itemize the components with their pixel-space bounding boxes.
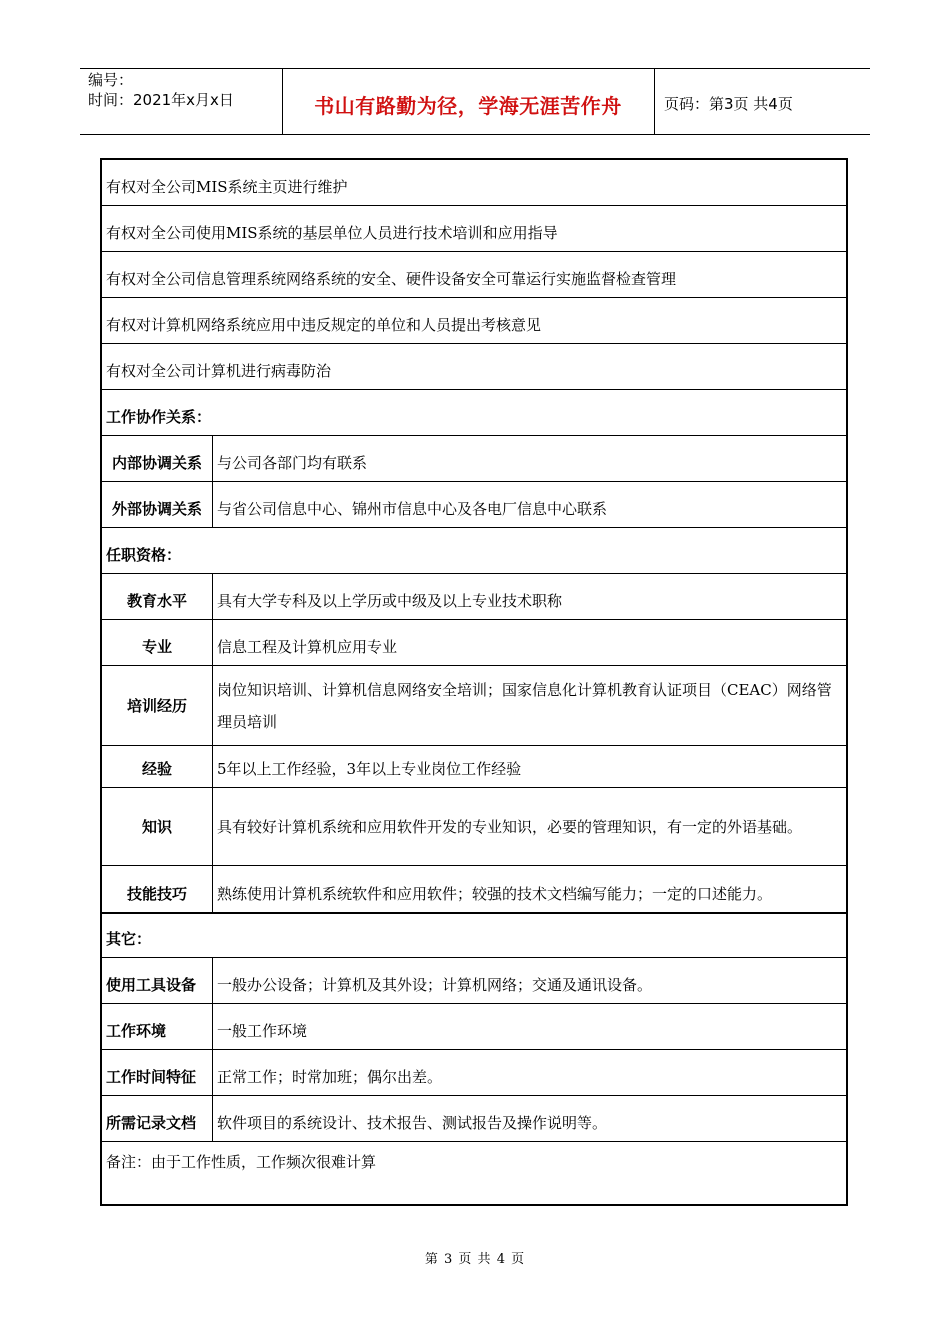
- table-row: [102, 1142, 846, 1204]
- section-header-row: [102, 390, 846, 436]
- row-value: 一般工作环境: [212, 1004, 846, 1049]
- doc-code: 编号：: [88, 71, 134, 89]
- table-row: [102, 574, 846, 620]
- table-row: [102, 866, 846, 914]
- page-info: 页码：第3页 共4页: [664, 95, 793, 113]
- row-label: 知识: [141, 817, 172, 836]
- header-divider: [282, 68, 283, 134]
- row-label: 所需记录文档: [106, 1114, 197, 1132]
- authority-item: 有权对全公司使用MIS系统的基层单位人员进行技术培训和应用指导: [106, 224, 558, 242]
- row-value: 与省公司信息中心、锦州市信息中心及各电厂信息中心联系: [212, 482, 846, 527]
- table-row: [102, 1004, 846, 1050]
- table-row: [102, 666, 846, 746]
- section-header-row: [102, 528, 846, 574]
- table-row: [102, 160, 846, 206]
- header-meta: [88, 70, 280, 110]
- authority-item: 有权对计算机网络系统应用中违反规定的单位和人员提出考核意见: [106, 316, 542, 334]
- row-label: 技能技巧: [126, 885, 187, 903]
- row-label: 内部协调关系: [111, 454, 202, 472]
- job-description-table: [100, 158, 848, 1206]
- row-value: 正常工作；时常加班；偶尔出差。: [212, 1050, 846, 1095]
- table-row: [102, 620, 846, 666]
- cooperation-title: 工作协作关系：: [106, 408, 212, 426]
- table-row: [102, 252, 846, 298]
- row-value: 具有较好计算机系统和应用软件开发的专业知识，必要的管理知识，有一定的外语基础。: [212, 788, 846, 865]
- table-row: [102, 206, 846, 252]
- row-value: 信息工程及计算机应用专业: [212, 620, 846, 665]
- row-label: 专业: [141, 638, 172, 656]
- table-row: [102, 298, 846, 344]
- row-label: 外部协调关系: [111, 500, 202, 518]
- row-label: 工作环境: [106, 1022, 167, 1040]
- authority-item: 有权对全公司计算机进行病毒防治: [106, 362, 332, 380]
- qualification-title: 任职资格：: [106, 546, 182, 564]
- row-value: 与公司各部门均有联系: [212, 436, 846, 481]
- header-motto: 书山有路勤为径，学海无涯苦作舟: [314, 94, 622, 118]
- authority-item: 有权对全公司信息管理系统网络系统的安全、硬件设备安全可靠运行实施监督检查管理: [106, 270, 677, 288]
- row-value: 具有大学专科及以上学历或中级及以上专业技术职称: [212, 574, 846, 619]
- table-row: [102, 436, 846, 482]
- row-value: 5年以上工作经验，3年以上专业岗位工作经验: [212, 746, 846, 787]
- row-value: 岗位知识培训、计算机信息网络安全培训；国家信息化计算机教育认证项目（CEAC）网络管理员培训: [212, 666, 846, 745]
- row-label: 培训经历: [126, 696, 187, 715]
- row-label: 使用工具设备: [106, 976, 197, 994]
- page-footer: 第 3 页 共 4 页: [424, 1252, 526, 1267]
- table-row: [102, 1050, 846, 1096]
- header-top-rule: [80, 68, 870, 69]
- row-value: 软件项目的系统设计、技术报告、测试报告及操作说明等。: [212, 1096, 846, 1141]
- section-header-row: [102, 914, 846, 958]
- table-row: [102, 958, 846, 1004]
- row-value: 熟练使用计算机系统软件和应用软件；较强的技术文档编写能力；一定的口述能力。: [212, 866, 846, 912]
- table-row: [102, 482, 846, 528]
- row-value: 一般办公设备；计算机及其外设；计算机网络；交通及通讯设备。: [212, 958, 846, 1003]
- table-row: [102, 746, 846, 788]
- note-text: 备注：由于工作性质，工作频次很难计算: [106, 1153, 377, 1171]
- doc-time: 时间：2021年x月x日: [88, 91, 234, 109]
- row-label: 经验: [141, 760, 172, 778]
- table-row: [102, 344, 846, 390]
- row-label: 工作时间特征: [106, 1068, 197, 1086]
- table-row: [102, 1096, 846, 1142]
- header-divider: [654, 68, 655, 134]
- table-row: [102, 788, 846, 866]
- header-bottom-rule: [80, 134, 870, 135]
- other-title: 其它：: [106, 930, 152, 948]
- row-label: 教育水平: [126, 592, 187, 610]
- authority-item: 有权对全公司MIS系统主页进行维护: [106, 178, 348, 196]
